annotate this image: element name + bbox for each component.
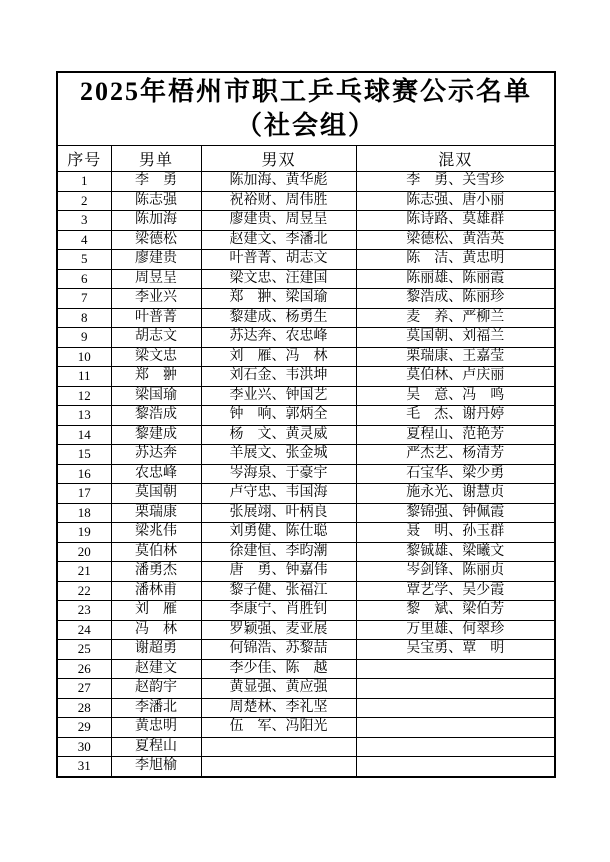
cell-number: 30: [57, 737, 111, 757]
cell-mens-singles: 冯 林: [111, 620, 201, 640]
cell-mixed-doubles: 李 勇、关雪珍: [356, 172, 555, 192]
cell-number: 21: [57, 562, 111, 582]
cell-mens-singles: 潘林甫: [111, 581, 201, 601]
cell-mens-doubles: 卢守忠、韦国海: [201, 484, 356, 504]
cell-mixed-doubles: [356, 718, 555, 738]
column-header: 男双: [201, 146, 356, 172]
table-row: [57, 659, 555, 679]
cell-mens-singles: 李潘北: [111, 698, 201, 718]
table-row: [57, 425, 555, 445]
cell-mens-doubles: 黎子健、张福江: [201, 581, 356, 601]
title-row: [57, 72, 555, 146]
table-row: [57, 250, 555, 270]
title-line-2: （社会组）: [236, 111, 377, 140]
cell-number: 19: [57, 523, 111, 543]
table-row: [57, 386, 555, 406]
cell-mixed-doubles: 严杰艺、杨清芳: [356, 445, 555, 465]
cell-number: 3: [57, 211, 111, 231]
table-row: [57, 581, 555, 601]
table-row: [57, 503, 555, 523]
table-row: [57, 757, 555, 777]
cell-mens-doubles: 羊展文、张金城: [201, 445, 356, 465]
table-row: [57, 367, 555, 387]
cell-mixed-doubles: 吴宝勇、覃 明: [356, 640, 555, 660]
cell-mixed-doubles: 莫国朝、刘福兰: [356, 328, 555, 348]
cell-mens-doubles: 张展翊、叶柄良: [201, 503, 356, 523]
table-row: [57, 698, 555, 718]
cell-number: 10: [57, 347, 111, 367]
title-line-1: 2025年梧州市职工乒乓球赛公示名单: [80, 76, 533, 106]
cell-number: 6: [57, 269, 111, 289]
cell-mens-doubles: 李少佳、陈 越: [201, 659, 356, 679]
cell-number: 5: [57, 250, 111, 270]
cell-number: 27: [57, 679, 111, 699]
cell-number: 31: [57, 757, 111, 777]
cell-mixed-doubles: 莫伯林、卢庆丽: [356, 367, 555, 387]
cell-mixed-doubles: 陈丽雄、陈丽霞: [356, 269, 555, 289]
cell-mixed-doubles: 石宝华、梁少勇: [356, 464, 555, 484]
cell-mixed-doubles: 黎 斌、梁伯芳: [356, 601, 555, 621]
cell-mens-doubles: 唐 勇、钟嘉伟: [201, 562, 356, 582]
table-row: [57, 464, 555, 484]
cell-mixed-doubles: 陈诗路、莫雄群: [356, 211, 555, 231]
cell-number: 26: [57, 659, 111, 679]
cell-number: 29: [57, 718, 111, 738]
cell-number: 17: [57, 484, 111, 504]
cell-mixed-doubles: 吴 意、冯 鸣: [356, 386, 555, 406]
cell-mens-singles: 李业兴: [111, 289, 201, 309]
cell-mixed-doubles: [356, 679, 555, 699]
cell-mens-doubles: 杨 文、黄灵威: [201, 425, 356, 445]
cell-number: 20: [57, 542, 111, 562]
cell-mens-singles: 叶普菁: [111, 308, 201, 328]
cell-number: 12: [57, 386, 111, 406]
cell-mens-singles: 李 勇: [111, 172, 201, 192]
cell-mixed-doubles: 覃艺学、吴少霞: [356, 581, 555, 601]
cell-mens-singles: 谢超勇: [111, 640, 201, 660]
table-row: [57, 406, 555, 426]
cell-mixed-doubles: [356, 659, 555, 679]
cell-mixed-doubles: 梁德松、黄浩英: [356, 230, 555, 250]
table-row: [57, 562, 555, 582]
column-header: 男单: [111, 146, 201, 172]
cell-mens-doubles: 刘 雁、冯 林: [201, 347, 356, 367]
cell-number: 7: [57, 289, 111, 309]
cell-mens-singles: 梁德松: [111, 230, 201, 250]
roster-table: [56, 71, 556, 778]
cell-mixed-doubles: 栗瑞康、王嘉莹: [356, 347, 555, 367]
roster-body: [57, 172, 555, 777]
table-row: [57, 230, 555, 250]
cell-mens-singles: 陈加海: [111, 211, 201, 231]
cell-mens-singles: 黎浩成: [111, 406, 201, 426]
header-row: [57, 146, 555, 172]
cell-mens-singles: 栗瑞康: [111, 503, 201, 523]
cell-mixed-doubles: 黎锦强、钟佩霞: [356, 503, 555, 523]
cell-number: 8: [57, 308, 111, 328]
cell-mens-singles: 周昱呈: [111, 269, 201, 289]
cell-number: 18: [57, 503, 111, 523]
cell-mens-singles: 农忠峰: [111, 464, 201, 484]
cell-number: 25: [57, 640, 111, 660]
cell-number: 15: [57, 445, 111, 465]
column-header: 混双: [356, 146, 555, 172]
table-row: [57, 640, 555, 660]
cell-mixed-doubles: 黎浩成、陈丽珍: [356, 289, 555, 309]
cell-mens-singles: 黎建成: [111, 425, 201, 445]
cell-number: 13: [57, 406, 111, 426]
cell-mens-singles: 郑 翀: [111, 367, 201, 387]
cell-mens-doubles: 黄显强、黄应强: [201, 679, 356, 699]
cell-mixed-doubles: 施永光、谢慧贞: [356, 484, 555, 504]
cell-mixed-doubles: 麦 养、严柳兰: [356, 308, 555, 328]
table-row: [57, 737, 555, 757]
cell-number: 9: [57, 328, 111, 348]
table-row: [57, 172, 555, 192]
cell-mens-singles: 梁兆伟: [111, 523, 201, 543]
table-row: [57, 523, 555, 543]
cell-number: 23: [57, 601, 111, 621]
cell-mens-singles: 夏程山: [111, 737, 201, 757]
table-row: [57, 289, 555, 309]
cell-number: 14: [57, 425, 111, 445]
cell-mens-doubles: 郑 翀、梁国瑜: [201, 289, 356, 309]
column-header: 序号: [57, 146, 111, 172]
cell-mens-singles: 莫国朝: [111, 484, 201, 504]
cell-number: 22: [57, 581, 111, 601]
cell-mens-doubles: 叶普菁、胡志文: [201, 250, 356, 270]
table-row: [57, 679, 555, 699]
table-row: [57, 191, 555, 211]
cell-mens-doubles: 李业兴、钟国艺: [201, 386, 356, 406]
cell-mens-doubles: 何锦浩、苏黎喆: [201, 640, 356, 660]
cell-mixed-doubles: [356, 698, 555, 718]
cell-mens-singles: 梁国瑜: [111, 386, 201, 406]
cell-number: 24: [57, 620, 111, 640]
cell-mens-doubles: 梁文忠、汪建国: [201, 269, 356, 289]
cell-mens-singles: 赵韵宇: [111, 679, 201, 699]
cell-mens-singles: 潘勇杰: [111, 562, 201, 582]
cell-mens-doubles: 刘石金、韦洪坤: [201, 367, 356, 387]
cell-mixed-doubles: 聂 明、孙玉群: [356, 523, 555, 543]
cell-mens-doubles: 祝裕财、周伟胜: [201, 191, 356, 211]
cell-number: 11: [57, 367, 111, 387]
cell-number: 4: [57, 230, 111, 250]
table-row: [57, 484, 555, 504]
cell-number: 1: [57, 172, 111, 192]
cell-mens-doubles: [201, 757, 356, 777]
cell-mens-doubles: 陈加海、黄华彪: [201, 172, 356, 192]
table-row: [57, 601, 555, 621]
cell-mens-doubles: [201, 737, 356, 757]
cell-mens-doubles: 岑海泉、于豪宇: [201, 464, 356, 484]
cell-mens-singles: 莫伯林: [111, 542, 201, 562]
cell-mens-singles: 胡志文: [111, 328, 201, 348]
cell-mens-doubles: 刘勇健、陈仕聪: [201, 523, 356, 543]
cell-mens-singles: 黄忠明: [111, 718, 201, 738]
cell-mens-doubles: 廖建贵、周昱呈: [201, 211, 356, 231]
cell-mixed-doubles: 陈志强、唐小丽: [356, 191, 555, 211]
cell-mens-doubles: 伍 军、冯阳光: [201, 718, 356, 738]
cell-mixed-doubles: 万里雄、何翠珍: [356, 620, 555, 640]
table-row: [57, 445, 555, 465]
cell-mens-singles: 刘 雁: [111, 601, 201, 621]
cell-number: 16: [57, 464, 111, 484]
table-row: [57, 328, 555, 348]
cell-mens-singles: 廖建贵: [111, 250, 201, 270]
cell-mens-doubles: 李康宁、肖胜钊: [201, 601, 356, 621]
cell-mixed-doubles: 陈 洁、黄忠明: [356, 250, 555, 270]
table-row: [57, 269, 555, 289]
cell-number: 28: [57, 698, 111, 718]
cell-mixed-doubles: [356, 737, 555, 757]
cell-mixed-doubles: [356, 757, 555, 777]
cell-mens-singles: 陈志强: [111, 191, 201, 211]
table-row: [57, 347, 555, 367]
cell-number: 2: [57, 191, 111, 211]
cell-mens-doubles: 钟 响、郭炳全: [201, 406, 356, 426]
cell-mens-doubles: 罗颖强、麦亚展: [201, 620, 356, 640]
cell-mens-doubles: 周楚林、李礼坚: [201, 698, 356, 718]
table-row: [57, 542, 555, 562]
document-title: [57, 72, 555, 146]
table-row: [57, 308, 555, 328]
cell-mens-doubles: 黎建成、杨勇生: [201, 308, 356, 328]
cell-mens-doubles: 苏达奔、农忠峰: [201, 328, 356, 348]
cell-mixed-doubles: 岑剑锋、陈丽贞: [356, 562, 555, 582]
cell-mens-singles: 苏达奔: [111, 445, 201, 465]
cell-mixed-doubles: 黎铖雄、梁曦文: [356, 542, 555, 562]
cell-mens-doubles: 赵建文、李潘北: [201, 230, 356, 250]
cell-mixed-doubles: 毛 杰、谢丹婷: [356, 406, 555, 426]
cell-mens-singles: 梁文忠: [111, 347, 201, 367]
cell-mixed-doubles: 夏程山、范艳芳: [356, 425, 555, 445]
table-row: [57, 211, 555, 231]
cell-mens-doubles: 徐建恒、李昀潮: [201, 542, 356, 562]
table-row: [57, 718, 555, 738]
cell-mens-singles: 李旭榆: [111, 757, 201, 777]
cell-mens-singles: 赵建文: [111, 659, 201, 679]
table-row: [57, 620, 555, 640]
